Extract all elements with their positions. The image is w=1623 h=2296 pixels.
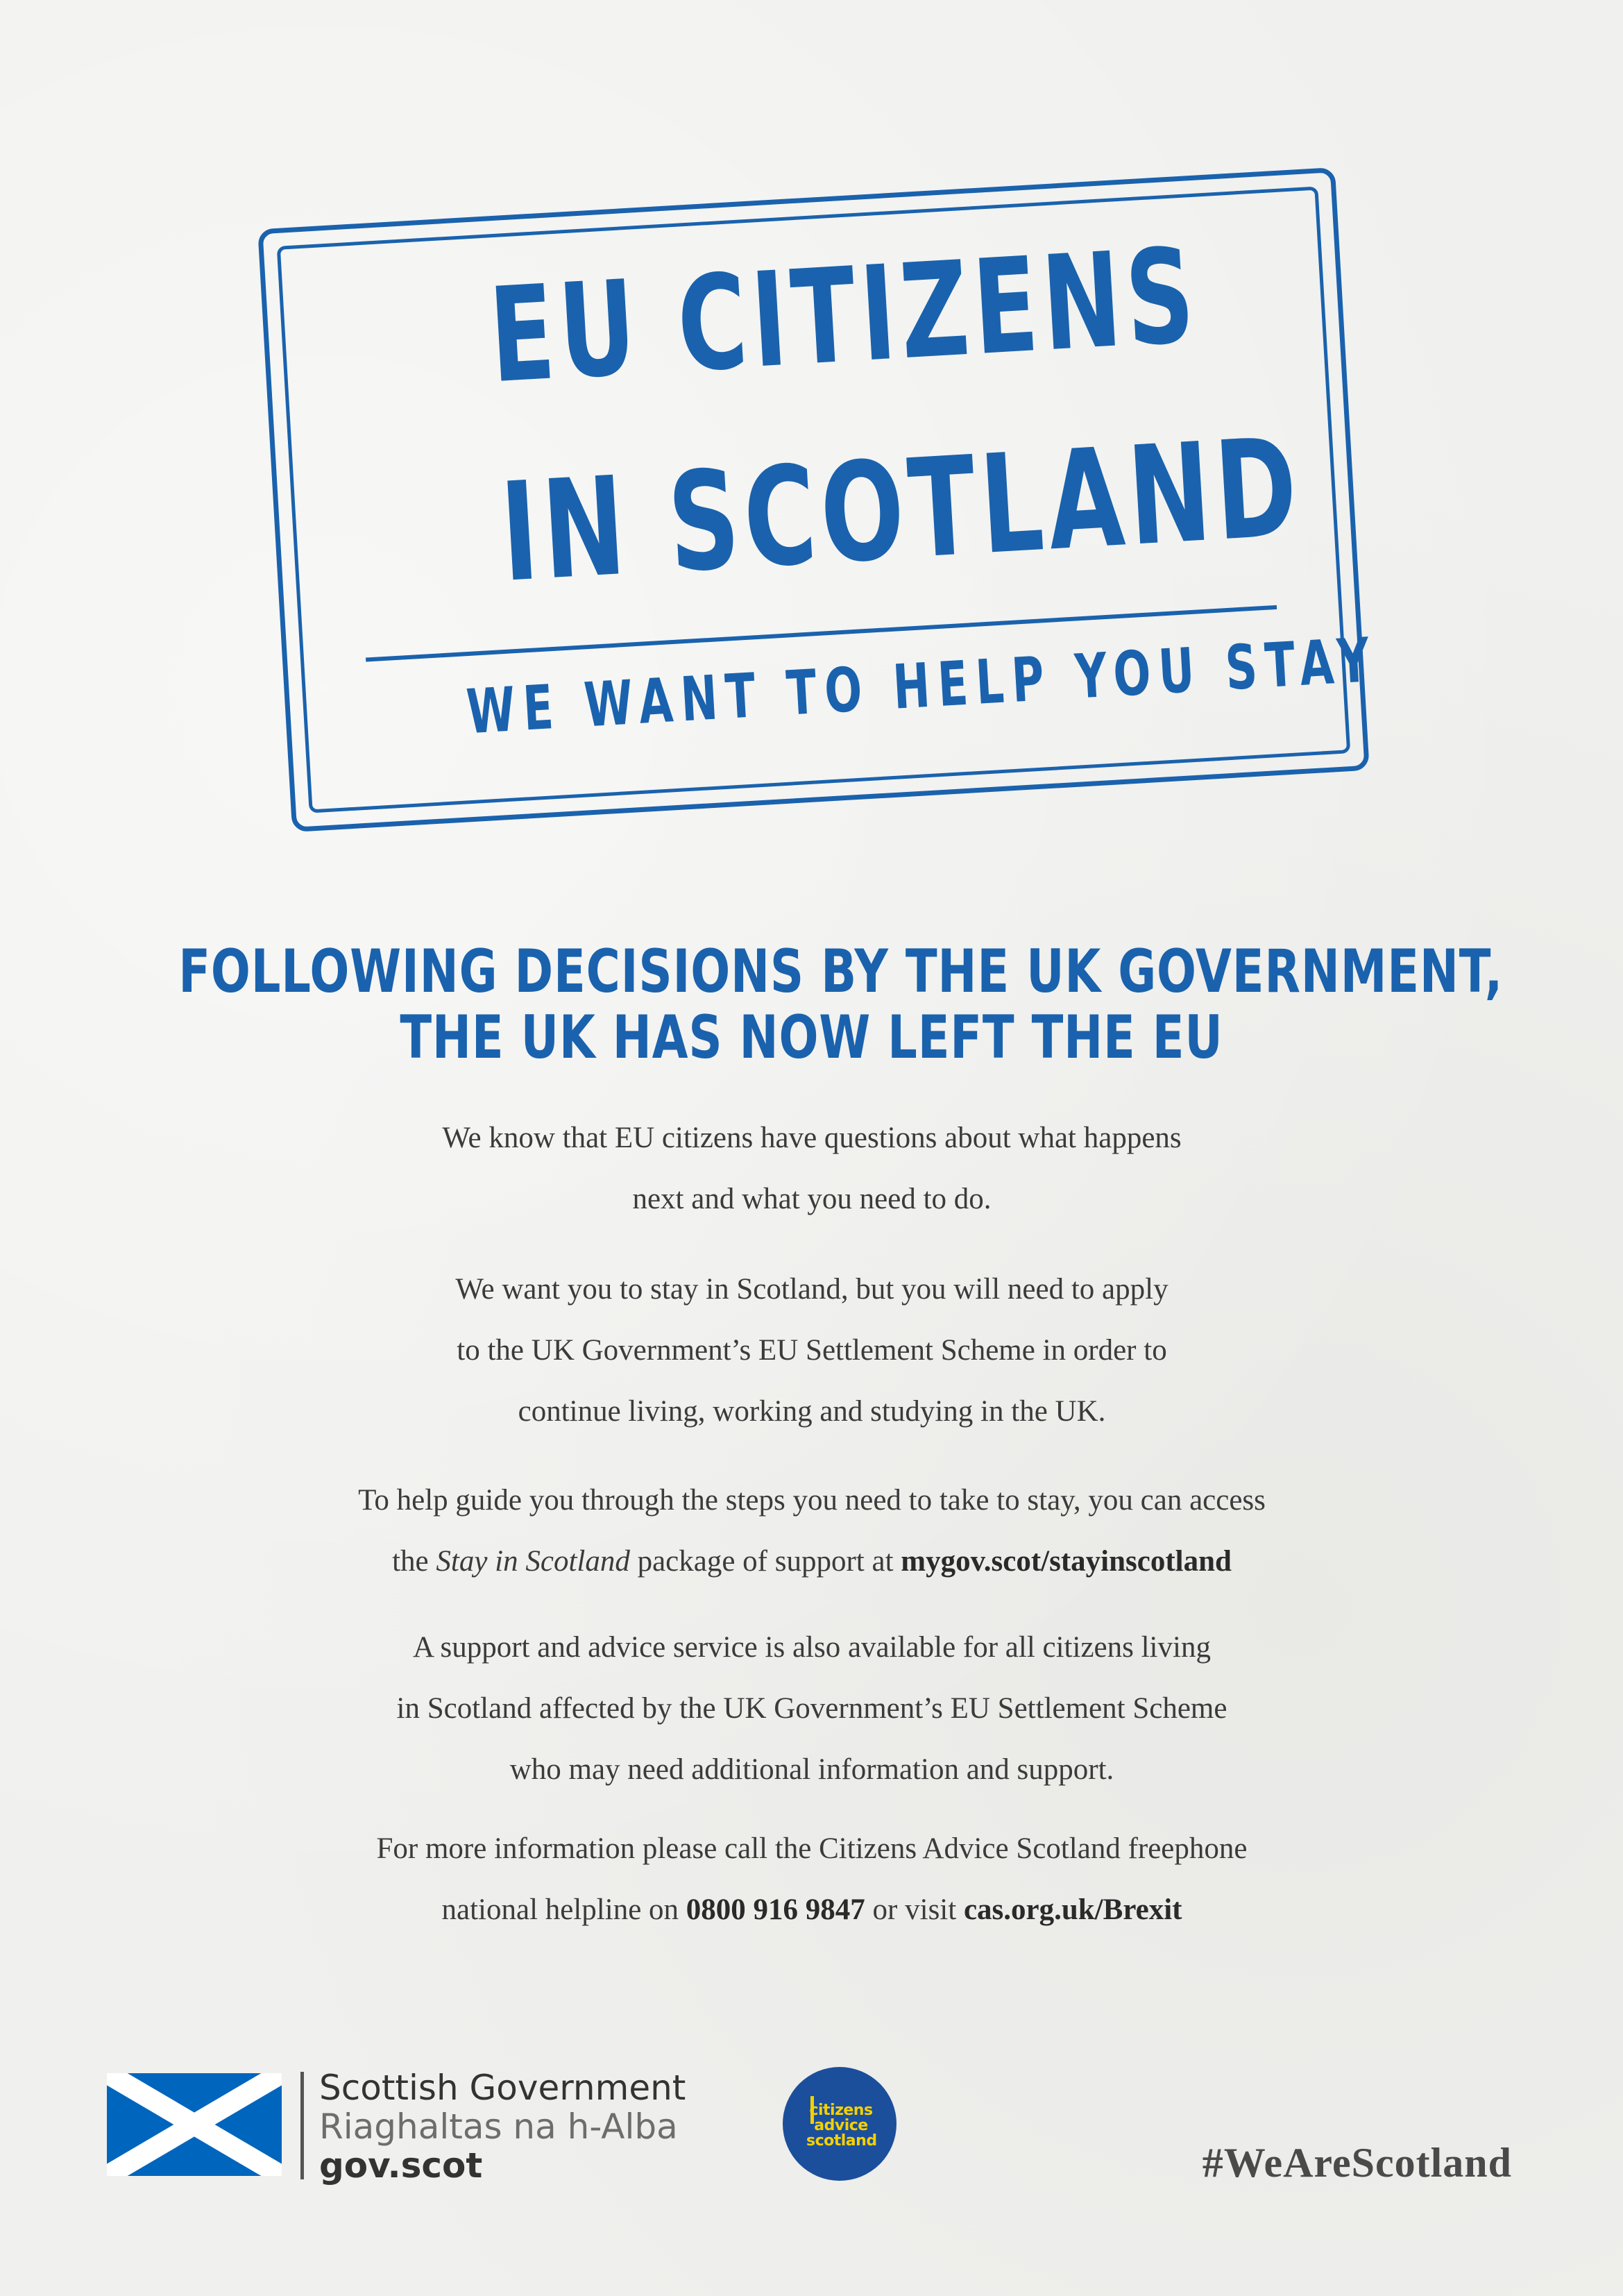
hashtag: #WeAreScotland: [1202, 2140, 1512, 2186]
helpline-phone[interactable]: 0800 916 9847: [686, 1893, 865, 1926]
citizens-advice-scotland-logo: [783, 2067, 897, 2181]
saltire-flag-icon: [107, 2073, 282, 2176]
paragraph-line: [153, 1880, 1471, 1941]
package-name: Stay in Scotland: [436, 1545, 630, 1578]
mygov-link[interactable]: mygov.scot/stayinscotland: [901, 1545, 1232, 1578]
paragraph-line: We know that EU citizens have questions about what happens: [442, 1122, 1182, 1154]
paragraph-line: A support and advice service is also available for all citizens living: [413, 1631, 1211, 1664]
text-fragment: the: [392, 1545, 436, 1578]
headline-line-1: FOLLOWING DECISIONS BY THE UK GOVERNMENT,: [178, 937, 1504, 1006]
paragraph-line: next and what you need to do.: [632, 1183, 992, 1215]
paragraph-line: to the UK Government’s EU Settlement Scheme in order to: [457, 1334, 1167, 1367]
cas-logo-text: [806, 2103, 876, 2149]
gov-name-gaelic: Riaghaltas na h-Alba: [319, 2107, 678, 2147]
paragraph-support-service: [153, 1617, 1471, 1800]
stamp-title-line-2: IN SCOTLAND: [497, 408, 1307, 613]
text-fragment: or visit: [865, 1893, 964, 1926]
logo-divider: [300, 2072, 304, 2179]
text-fragment: package of support at: [629, 1545, 901, 1578]
paragraph-stay-in-scotland: [153, 1470, 1471, 1592]
paragraph-line: We want you to stay in Scotland, but you will need to apply: [455, 1273, 1169, 1306]
headline-line-2: THE UK HAS NOW LEFT THE EU: [400, 1003, 1223, 1072]
paragraph-line: To help guide you through the steps you need to take to stay, you can access: [358, 1484, 1266, 1517]
stamp-title-line-1: EU CITIZENS: [486, 219, 1203, 413]
paragraph-line: in Scotland affected by the UK Government’s EU Settlement Scheme: [396, 1692, 1227, 1725]
text-fragment: national helpline on: [441, 1893, 686, 1926]
paragraph-contact: [153, 1818, 1471, 1941]
stamp-subtitle: WE WANT TO HELP YOU STAY: [464, 623, 1379, 748]
paragraph-line: who may need additional information and support.: [509, 1753, 1114, 1786]
paragraph-apply: [153, 1259, 1471, 1442]
cas-logo-word: scotland: [806, 2132, 877, 2150]
gov-name-english: Scottish Government: [319, 2068, 686, 2108]
cas-logo-word: advice: [814, 2117, 868, 2134]
cas-logo-word: citizens: [809, 2102, 873, 2119]
paragraph-line: continue living, working and studying in the UK.: [518, 1395, 1106, 1428]
paragraph-line: [153, 1531, 1471, 1592]
gov-url[interactable]: gov.scot: [319, 2145, 483, 2186]
scottish-government-logo: [319, 2068, 686, 2185]
cas-link[interactable]: cas.org.uk/Brexit: [963, 1893, 1182, 1926]
paragraph-line: For more information please call the Citizens Advice Scotland freephone: [376, 1832, 1248, 1865]
stamp-graphic: [257, 167, 1379, 832]
paragraph-intro: [153, 1108, 1471, 1230]
